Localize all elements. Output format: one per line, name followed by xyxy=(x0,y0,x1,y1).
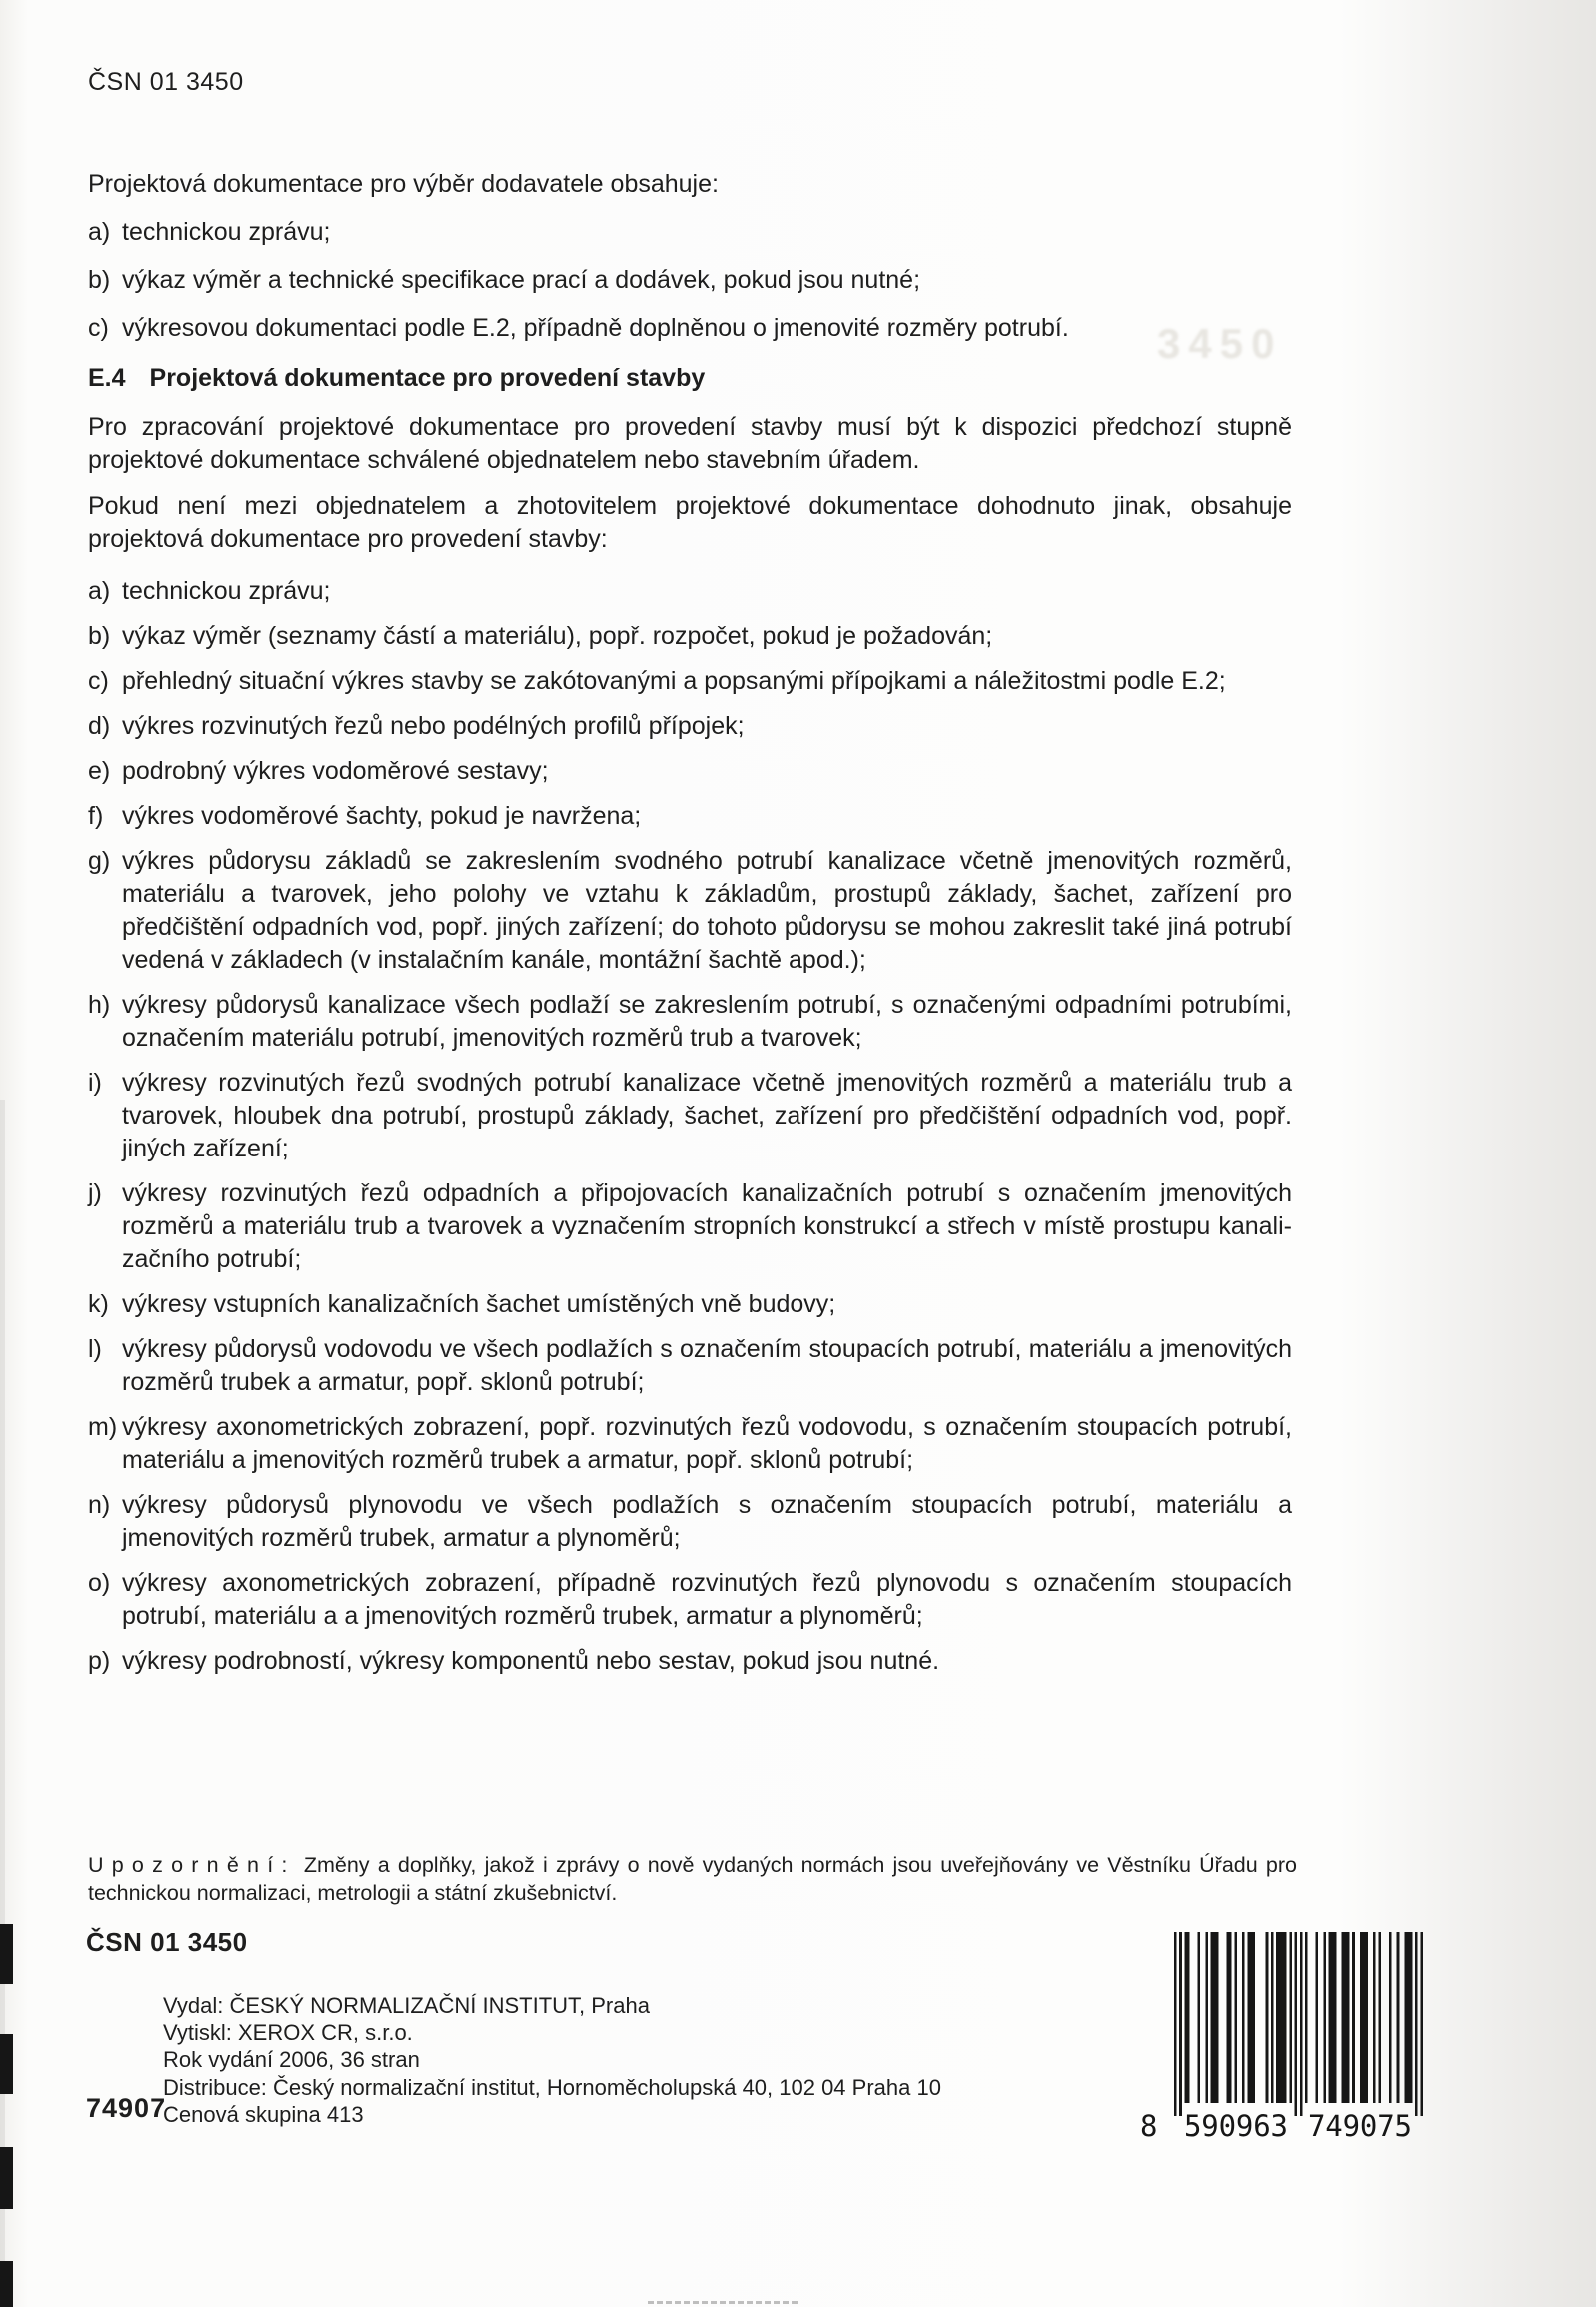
list-item xyxy=(88,264,1292,297)
list-item-text: přehledný situační výkres stavby se zakótovanými a popsanými přípojkami a náležitostmi podle E.2; xyxy=(122,667,1226,695)
list-item-label: k) xyxy=(88,1290,109,1318)
list-item-text: výkresovou dokumentaci podle E.2, případně doplněnou o jmenovité rozměry potrubí. xyxy=(122,314,1069,342)
list-item-text: výkres vodoměrové šachty, pokud je navržena; xyxy=(122,802,642,830)
section-heading-e4 xyxy=(88,362,1292,395)
list-item-label: a) xyxy=(88,577,111,605)
list-item-label: p) xyxy=(88,1647,111,1675)
scan-artifact-tab xyxy=(0,2261,13,2307)
list-item-label: b) xyxy=(88,622,111,650)
list-item xyxy=(88,1489,1292,1555)
distribution-line: Distribuce: Český normalizační institut, Hornoměcholupská 40, 102 04 Praha 10 xyxy=(163,2074,941,2100)
list-item-label: j) xyxy=(88,1179,102,1207)
list-item-text: výkres půdorysu základů se zakreslením svodného potrubí kanalizace včetně jmenovitých rozměrů, materiálu a tvarovek, jeho polohy ve vztahu k základům, prostupů základy, šachet, zařízení pro předčištění odpadních vod, popř. jiných zařízení; do tohoto půdorysu se mohou zakreslit také jiná potrubí vedená v základech (v instalačním kanále, montážní šachtě apod.); xyxy=(122,847,1292,974)
scan-bleedthrough-ghost-text: 3450 xyxy=(1157,320,1283,367)
list-item-text: výkres rozvinutých řezů nebo podélných profilů přípojek; xyxy=(122,712,745,740)
scan-artifact-dashed-line xyxy=(648,2301,798,2304)
list-item xyxy=(88,710,1292,743)
list-item xyxy=(88,1645,1292,1678)
paragraph: Pro zpracování projektové dokumentace pro provedení stavby musí být k dispozici předchozí stupně projektové dokumentace schválené objednatelem nebo stavebním úřadem. xyxy=(88,413,1292,474)
list-item xyxy=(88,845,1292,977)
list-item xyxy=(88,312,1292,345)
list-item-label: l) xyxy=(88,1335,102,1363)
list-item xyxy=(88,1288,1292,1321)
list-item xyxy=(88,800,1292,833)
list-item-text: výkresy podrobností, výkresy komponentů nebo sestav, pokud jsou nutné. xyxy=(122,1647,940,1675)
list-item-label: m) xyxy=(88,1413,118,1441)
list-item-label: a) xyxy=(88,218,111,246)
list-item-text: technickou zprávu; xyxy=(122,577,331,605)
ean-barcode xyxy=(1132,1932,1432,2140)
list-item-text: výkresy vstupních kanalizačních šachet umístěných vně budovy; xyxy=(122,1290,836,1318)
list-item xyxy=(88,1567,1292,1633)
list-item-label: g) xyxy=(88,847,111,875)
list-item-text: podrobný výkres vodoměrové sestavy; xyxy=(122,757,549,785)
list-item xyxy=(88,1067,1292,1165)
e4-list xyxy=(88,575,1292,1678)
ean-barcode-bars xyxy=(1132,1932,1432,2140)
header-standard-code: ČSN 01 3450 xyxy=(88,68,244,96)
list-item xyxy=(88,755,1292,788)
list-item xyxy=(88,1333,1292,1399)
order-number: 74907 xyxy=(86,2093,167,2123)
barcode-digits-right: 749075 xyxy=(1308,2109,1412,2140)
list-item xyxy=(88,1177,1292,1276)
list-item-text: technickou zprávu; xyxy=(122,218,331,246)
list-item-text: výkaz výměr (seznamy částí a materiálu), popř. rozpočet, pokud je požadován; xyxy=(122,622,993,650)
list-item xyxy=(88,989,1292,1055)
list-item-label: o) xyxy=(88,1569,111,1597)
list-item-label: i) xyxy=(88,1069,102,1097)
list-item-label: n) xyxy=(88,1491,111,1519)
intro-list xyxy=(88,216,1292,345)
list-item-text: výkresy axonometrických zobrazení, případně rozvinutých řezů plynovodu s označením stoupacích potrubí, materiálu a a jmenovitých rozměrů trubek, armatur a plynoměrů; xyxy=(122,1569,1292,1630)
document-body xyxy=(88,66,1292,1678)
notice-text: Změny a doplňky, jakož i zprávy o nově vydaných normách jsou uveřejňovány ve Věstníku Úřadu pro technickou normalizaci, metrologii a státní zkušebnictví. xyxy=(88,1853,1297,1905)
list-item-text: výkresy půdorysů kanalizace všech podlaží se zakreslením potrubí, s označenými odpadními potrubími, označením materiálu potrubí, jmenovitých rozměrů trub a tvarovek; xyxy=(122,991,1292,1052)
scan-artifact-tab xyxy=(0,2147,13,2209)
publisher-info xyxy=(163,1992,941,2128)
list-item-text: výkresy půdorysů vodovodu ve všech podlažích s označením stoupacích potrubí, materiálu a jmenovitých rozměrů trubek a armatur, popř. sklonů potrubí; xyxy=(122,1335,1292,1396)
price-group-line: Cenová skupina 413 xyxy=(163,2101,364,2127)
barcode-digit-first: 8 xyxy=(1140,2109,1158,2140)
list-item-label: d) xyxy=(88,712,111,740)
list-item xyxy=(88,216,1292,249)
list-item-label: b) xyxy=(88,266,111,294)
list-item xyxy=(88,1411,1292,1477)
scan-artifact-tab xyxy=(0,1924,13,1984)
list-item-label: c) xyxy=(88,667,109,695)
list-item xyxy=(88,665,1292,698)
list-item-label: h) xyxy=(88,991,111,1019)
list-item-label: e) xyxy=(88,757,111,785)
list-item-text: výkaz výměr a technické specifikace prací a dodávek, pokud jsou nutné; xyxy=(122,266,921,294)
paragraph: Pokud není mezi objednatelem a zhotovitelem projektové dokumentace dohodnuto jinak, obsahuje projektová dokumentace pro provedení stavby: xyxy=(88,492,1292,553)
barcode-digits-left: 590963 xyxy=(1184,2109,1288,2140)
notice-paragraph xyxy=(88,1851,1297,1907)
list-item-text: výkresy axonometrických zobrazení, popř. rozvinutých řezů vodovodu, s označením stoupacích potrubí, materiálu a jmenovitých rozměrů trubek a armatur, popř. sklonů potrubí; xyxy=(122,1413,1292,1474)
list-item-text: výkresy půdorysů plynovodu ve všech podlažích s označením stoupacích potrubí, materiálu a jmenovitých rozměrů trubek, armatur a plynoměrů; xyxy=(122,1491,1292,1552)
list-item-text: výkresy rozvinutých řezů svodných potrubí kanalizace včetně jmenovitých rozměrů a materiálu trub a tvarovek, hloubek dna potrubí, prostupů základy, šachet, zařízení pro předčištění odpadních vod, popř. jiných zařízení; xyxy=(122,1069,1292,1162)
list-item xyxy=(88,620,1292,653)
scan-edge-shade xyxy=(0,1100,5,2307)
printer-line: Vytiskl: XEROX CR, s.r.o. xyxy=(163,2020,413,2046)
section-number: E.4 xyxy=(88,364,126,392)
list-item-text: výkresy rozvinutých řezů odpadních a připojovacích kanalizačních potrubí s označením jmenovitých rozměrů a materiálu trub a tvarovek a vyznačením stropních konstrukcí a střech v místě prostupu kanali-začního potrubí; xyxy=(122,1179,1292,1273)
footer-standard-code: ČSN 01 3450 xyxy=(86,1927,248,1957)
list-item-label: f) xyxy=(88,802,104,830)
publisher-line: Vydal: ČESKÝ NORMALIZAČNÍ INSTITUT, Praha xyxy=(163,1993,650,2018)
list-item-label: c) xyxy=(88,314,109,342)
year-pages-line: Rok vydání 2006, 36 stran xyxy=(163,2047,420,2073)
list-item xyxy=(88,575,1292,608)
intro-paragraph: Projektová dokumentace pro výběr dodavatele obsahuje: xyxy=(88,170,719,198)
notice-label: U p o z o r n ě n í : xyxy=(88,1853,304,1877)
scan-artifact-tab xyxy=(0,2034,13,2094)
section-title: Projektová dokumentace pro provedení stavby xyxy=(149,364,706,392)
